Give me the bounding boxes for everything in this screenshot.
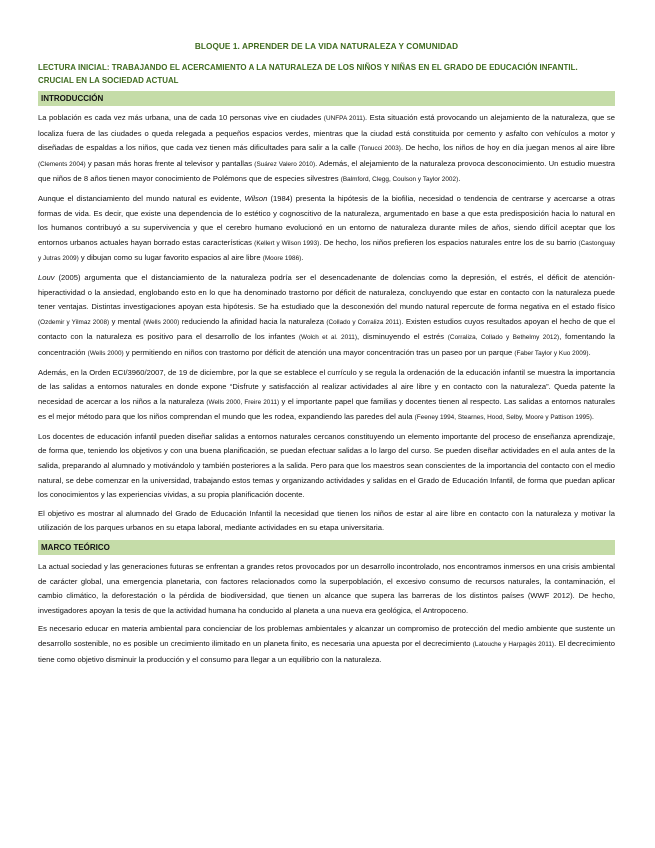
citation: (Wells 2000) [143, 318, 180, 326]
citation: (Tonucci 2003) [358, 145, 401, 153]
intro-paragraph-3: Louv (2005) argumenta que el distanciamiento de la naturaleza podría ser el desencadenante de dolencias como la depresión, el estrés, el déficit de atención-hiperactividad o la ansiedad, englobando esto en lo que ha denominado trastorno por déficit de naturaleza, concluyendo que estar en contacto con la naturaleza puede tener ventajas. Distintas investigaciones apoyan esta hipótesis. Se ha estudiado que la desconexión del mundo natural repercute de forma negativa en el estado físico (Ozdemir y Yilmaz 2008) y mental (Wells 2000) reduciendo la afinidad hacia la naturaleza (Collado y Corraliza 2011). Existen estudios cuyos resultados apoyan el hecho de que el contacto con la naturaleza es positivo para el desarrollo de los infantes (Wolch et al. 2011), disminuyendo el estrés (Corraliza, Collado y Bethelmy 2012), fomentando la concentración (Wells 2000) y permitiendo en niños con trastorno por déficit de atención una mayor concentración tras un paseo por un parque (Faber Taylor y Kuo 2009). [38, 272, 615, 357]
intro-paragraph-1: La población es cada vez más urbana, una de cada 10 personas vive en ciudades (UNFPA 2011). Esta situación está provocando un alejamiento de la naturaleza, que se localiza fuera de las ciudades o queda relegada a pequeños espacios verdes, mientras que la ciudad está constituida por cemento y asfalto con vehículos a motor y diseñadas de espaldas a los niños, que cada vez tienen más dificultades para salir a la calle (Tonucci 2003). De hecho, los niños de hoy en día juegan menos al aire libre (Clements 2004) y pasan más horas frente al televisor y pantallas (Suárez Valero 2010). Además, el alejamiento de la naturaleza provoca desconocimiento. Un estudio muestra que niños de 8 años tienen mayor conocimiento de Polémons que de especies silvestres (Balmford, Clegg, Coulson y Taylor 2002). [38, 113, 616, 184]
citation: (Wells 2000) [87, 349, 124, 357]
citation: (Latouche y Harpagès 2011) [472, 641, 555, 648]
citation: (Corraliza, Collado y Bethelmy 2012) [447, 334, 560, 342]
lead-title: LECTURA INICIAL: TRABAJANDO EL ACERCAMIENTO A LA NATURALEZA DE LOS NIÑOS Y NIÑAS EN EL GRADO DE EDUCACIÓN INFANTIL. CRUCIAL EN LA SOCIEDAD ACTUAL [38, 63, 578, 85]
citation: (Castonguay y Jutras 2009) [38, 239, 615, 263]
citation: (UNFPA 2011) [323, 115, 366, 122]
intro-paragraph-5: Los docentes de educación infantil pueden diseñar salidas a entornos naturales cercanos constituyendo un elemento importante del proceso de enseñanza aprendizaje, de forma que, teniendo los objetivos y con una buena planificación, se puedan efectuar salidas a lo largo del curso. Se pueden diseñar actividades en el aula antes de la salida, preparando al alumnado y motivándolo y también posteriores a la salida. Pero para que los maestros sean conscientes de la importancia del contacto con el medio natural, se debe comenzar en la universidad, trabajando estos temas y organizando actividades y salidas en el Grado de Educación Infantil, de forma que puedan aplicar los conocimientos y las experiencias vividas, a su propia planificación docente. [38, 431, 615, 500]
citation: (Wells 2000, Freire 2011) [206, 398, 280, 406]
intro-paragraph-6: El objetivo es mostrar al alumnado del Grado de Educación Infantil la necesidad que tienen los niños de estar al aire libre en contacto con la naturaleza y motivar la utilización de los parques urbanos en su etapa laboral, mediante actividades en su etapa universitaria. [38, 508, 615, 533]
citation: (Faber Taylor y Kuo 2009) [514, 349, 589, 357]
section-heading-marco-teorico: MARCO TEÓRICO [38, 540, 615, 555]
citation: (Balmford, Clegg, Coulson y Taylor 2002) [340, 176, 459, 184]
citation: (Wolch et al. 2011) [298, 334, 358, 342]
citation: (Collado y Corraliza 2011) [326, 318, 402, 326]
citation: (Clements 2004) [38, 160, 86, 168]
citation: (Kellert y Wilson 1993) [254, 239, 320, 247]
marco-paragraph-2: Es necesario educar en materia ambiental para concienciar de los problemas ambientales y alcanzar un compromiso de protección del medio ambiente que sustente un desarrollo sostenible, no es posible un crecimiento ilimitado en un planeta finito, es necesaria una apuesta por el decrecimiento (Latouche y Harpagès 2011). El decrecimiento tiene como objetivo disminuir la producción y el consumo para llegar a un equilibrio con la naturaleza. [38, 624, 615, 664]
author-name: Louv [38, 272, 55, 282]
author-name: Wilson [244, 193, 268, 203]
intro-paragraph-4: Además, en la Orden ECI/3960/2007, de 19 de diciembre, por la que se establece el currículo y se regula la ordenación de la educación infantil se muestra la importancia de las salidas a entornos naturales en donde expone “Disfrute y satisfacción al realizar actividades al aire libre y en contacto con la naturaleza”. Queda patente la necesidad de acercar a los niños a la naturaleza (Wells 2000, Freire 2011) y el importante papel que familias y docentes tienen al respecto. Las salidas a entornos naturales es el mejor método para que los niños comprendan el mundo que les rodea, expandiendo las paredes del aula (Feeney 1994, Stearnes, Hood, Selby, Moore y Pattison 1995). [38, 367, 615, 422]
section-heading-introduccion: INTRODUCCIÓN [38, 91, 615, 106]
citation: (Ozdemir y Yilmaz 2008) [38, 318, 110, 326]
citation: (Feeney 1994, Stearnes, Hood, Selby, Moore y Pattison 1995) [414, 414, 592, 422]
citation: (Suárez Valero 2010) [254, 160, 316, 168]
intro-paragraph-2: Aunque el distanciamiento del mundo natural es evidente, Wilson (1984) presenta la hipótesis de la biofilia, necesidad o tendencia de centrarse y acercarse a otras formas de vida. Es decir, que existe una dependencia de lo estético y cognoscitivo de la naturaleza, argumentado en base a que esta predisposición hacia lo natural en los humanos contribuyó a su supervivencia y que el cerebro humano evolucionó en un entorno de naturaleza durante miles de años, siendo difícil aceptar que los entornos urbanos actuales hayan borrado estas características (Kellert y Wilson 1993). De hecho, los niños prefieren los espacios naturales entre los de su barrio (Castonguay y Jutras 2009) y dibujan como su lugar favorito espacios al aire libre (Moore 1986). [38, 193, 615, 263]
marco-paragraph-1: La actual sociedad y las generaciones futuras se enfrentan a grandes retos provocados por un desarrollo incontrolado, nos encontramos inmersos en una crisis ambiental de carácter global, una emergencia planetaria, con factores relacionados como la superpoblación, el excesivo consumo de recursos naturales, la contaminación, el cambio climático, la deforestación o la pérdida de biodiversidad, que tienen un alcance que supera las barreras de los distintos países (WWF 2012). De hecho, investigadores apoyan la tesis de que la actividad humana ha conducido al planeta a una nueva era geológica, el Antropoceno. [38, 562, 615, 615]
block-title: BLOQUE 1. APRENDER DE LA VIDA NATURALEZA Y COMUNIDAD [194, 42, 459, 51]
citation: (Moore 1986) [262, 255, 302, 263]
